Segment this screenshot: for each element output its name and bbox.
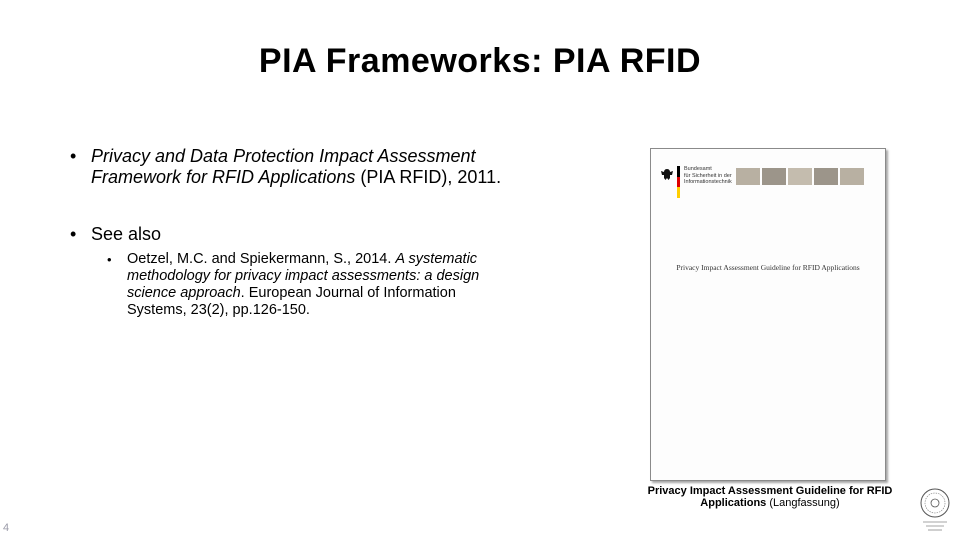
reference-authors: Oetzel, M.C. and Spiekermann, S., 2014.	[127, 251, 396, 267]
german-flag-stripe	[677, 166, 680, 198]
page-number: 4	[3, 522, 10, 534]
university-seal-icon	[918, 486, 952, 534]
bullet-pia-rfid	[70, 146, 510, 188]
cover-photo	[788, 168, 812, 185]
slide-title: PIA Frameworks: PIA RFID	[258, 42, 702, 80]
sub-bullet-marker: •	[107, 252, 112, 267]
federal-eagle-icon	[659, 167, 675, 183]
reference-journal: . European Journal of Information Systems, 23(2), pp.126-150.	[127, 285, 456, 318]
cover-caption	[620, 485, 920, 509]
pia-rfid-year: (PIA RFID), 2011.	[355, 167, 502, 187]
agency-name: Bundesamt für Sicherheit in der Informationstechnik	[684, 166, 732, 185]
cover-photo-strip	[736, 168, 864, 185]
pia-rfid-title: Privacy and Data Protection Impact Assessment Framework for RFID Applications	[91, 146, 476, 187]
reference-title: A systematic methodology for privacy impact assessments: a design science approach	[127, 251, 480, 301]
cover-photo	[840, 168, 864, 185]
document-cover-image	[650, 148, 886, 481]
sub-bullet-reference	[107, 251, 510, 319]
bullet-list	[70, 146, 510, 319]
bullet-marker: •	[70, 146, 77, 166]
caption-suffix: (Langfassung)	[766, 497, 840, 509]
bullet-see-also	[70, 224, 510, 245]
cover-photo	[736, 168, 760, 185]
caption-title: Privacy Impact Assessment Guideline for RFID Applications	[647, 485, 893, 509]
cover-photo	[814, 168, 838, 185]
cover-title: Privacy Impact Assessment Guideline for RFID Applications	[676, 263, 860, 272]
cover-photo	[762, 168, 786, 185]
see-also-label: See also	[91, 224, 162, 244]
bullet-marker: •	[70, 224, 77, 244]
